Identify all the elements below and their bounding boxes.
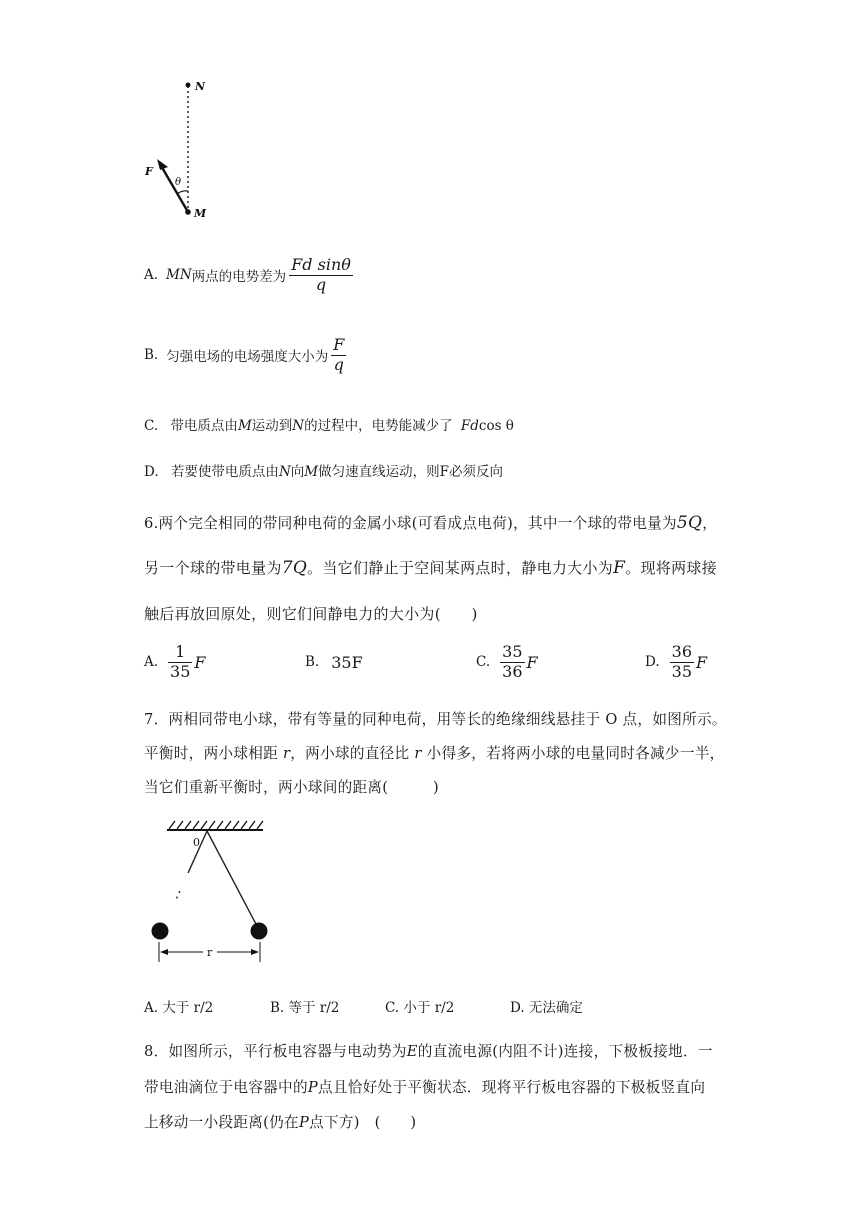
right-ball bbox=[251, 923, 268, 940]
q6-option-c-denominator: 36 bbox=[502, 661, 523, 681]
q6-option-d-numerator: 36 bbox=[671, 642, 692, 662]
right-thread bbox=[207, 831, 257, 926]
q7-option-a: A. 大于 r/2 bbox=[144, 1000, 214, 1016]
label-n: N bbox=[195, 80, 206, 93]
q8-line2-a: 带电油滴位于电容器中的 bbox=[144, 1079, 308, 1096]
pivot-label-o: 0 bbox=[193, 836, 200, 849]
q6-line-1 bbox=[144, 512, 717, 533]
q7-line-1 bbox=[144, 708, 727, 729]
q6-option-a-denominator: 35 bbox=[170, 661, 191, 681]
pendulum-figure bbox=[145, 818, 275, 970]
q5-option-d-text2: 向 bbox=[290, 464, 305, 480]
q5-option-c-n: N bbox=[292, 418, 305, 434]
q5-option-c-text1: 带电质点由 bbox=[170, 418, 238, 434]
q5-option-d-text3: 做匀速直线运动，则F必须反向 bbox=[318, 464, 503, 480]
q5-option-c-cos: cos θ bbox=[478, 418, 514, 434]
q5-option-a-fraction bbox=[289, 256, 353, 294]
q6-line1-text: 6.两个完全相同的带同种电荷的金属小球(可看成点电荷)，其中一个球的带电量为 bbox=[144, 515, 677, 532]
q5-option-a-numerator: Fd sinθ bbox=[291, 255, 351, 275]
q7-line3-text: 当它们重新平衡时，两小球间的距离( ) bbox=[144, 779, 439, 796]
q8-line-1 bbox=[144, 1040, 713, 1061]
q5-option-d-n: N bbox=[278, 464, 291, 480]
q6-line-3 bbox=[144, 603, 478, 624]
q7-option-d: D. 无法确定 bbox=[510, 1000, 583, 1016]
distance-arrow-right bbox=[251, 949, 259, 955]
q7-line-3 bbox=[144, 776, 439, 797]
mn-force-figure bbox=[140, 74, 220, 226]
q5-option-c-prefix: C. bbox=[144, 418, 159, 434]
q5-option-c bbox=[144, 414, 514, 434]
q6-option-a-numerator: 1 bbox=[168, 643, 192, 662]
q8-line-2 bbox=[144, 1076, 705, 1097]
q5-option-b-fraction bbox=[331, 336, 346, 374]
q5-option-c-m: M bbox=[237, 418, 252, 434]
q7-option-c: C. 小于 r/2 bbox=[385, 1000, 455, 1016]
q6-option-b-value: 35F bbox=[331, 652, 363, 672]
q8-line2-b: 点且恰好处于平衡状态．现将平行板电容器的下极板竖直向 bbox=[317, 1079, 706, 1096]
label-m: M bbox=[194, 207, 207, 220]
q6-option-c bbox=[476, 640, 538, 684]
distance-arrow-left bbox=[160, 949, 168, 955]
q8-line2-p: P bbox=[307, 1079, 318, 1096]
point-n bbox=[186, 83, 191, 88]
q7-line2-r: r bbox=[283, 745, 291, 762]
q8-line1-e: E bbox=[406, 1043, 418, 1060]
q7-line1-text: 7．两相同带电小球，带有等量的同种电荷，用等长的绝缘细线悬挂于 O 点，如图所示。 bbox=[144, 711, 727, 728]
q5-option-a-mn: MN bbox=[166, 267, 192, 283]
q6-line2-math: 7Q bbox=[281, 558, 308, 578]
q6-option-d-fraction bbox=[670, 643, 694, 681]
q5-option-b-text: 匀强电场的电场强度大小为 bbox=[166, 349, 329, 365]
q6-option-b bbox=[305, 640, 363, 684]
q5-option-c-fd: Fd bbox=[460, 418, 479, 434]
q8-line1-a: 8．如图所示，平行板电容器与电动势为 bbox=[144, 1043, 407, 1060]
distance-label-r: r bbox=[207, 946, 213, 959]
q5-option-a-text: 两点的电势差为 bbox=[191, 269, 287, 285]
theta-arc bbox=[177, 191, 188, 194]
q6-line2-c: 。现将两球接 bbox=[625, 559, 717, 577]
q5-option-b-denominator: q bbox=[333, 354, 344, 374]
q5-option-c-text3: 的过程中，电势能减少了 bbox=[304, 418, 453, 434]
q8-line1-b: 的直流电源(内阻不计)连接，下极板接地．一 bbox=[417, 1043, 713, 1060]
q6-option-d-prefix: D. bbox=[645, 654, 660, 670]
q6-line3-text: 触后再放回原处，则它们间静电力的大小为( ) bbox=[144, 605, 478, 623]
q5-option-d-m: M bbox=[304, 464, 319, 480]
q5-option-a-prefix: A. bbox=[144, 267, 159, 283]
q7-line2-c: 小得多，若将两小球的电量同时各减少一半， bbox=[426, 745, 725, 762]
left-ball bbox=[152, 923, 169, 940]
ceiling-hatch bbox=[169, 821, 263, 829]
q7-line2-r2: r bbox=[414, 745, 422, 762]
left-thread bbox=[165, 831, 207, 924]
q6-line2-a: 另一个球的带电量为 bbox=[144, 559, 282, 577]
q6-option-a bbox=[144, 640, 206, 684]
q7-line2-b: ，两小球的直径比 bbox=[290, 745, 410, 762]
q7-option-b: B. 等于 r/2 bbox=[270, 1000, 340, 1016]
q5-option-a-denominator: q bbox=[315, 274, 327, 294]
q5-option-b-numerator: F bbox=[333, 335, 345, 355]
q8-line3-a: 上移动一小段距离(仍在 bbox=[144, 1114, 299, 1131]
q6-option-d-suffix: F bbox=[696, 652, 708, 672]
q5-option-c-text2: 运动到 bbox=[251, 418, 293, 434]
q5-option-d bbox=[144, 460, 503, 480]
q6-option-c-fraction bbox=[500, 643, 524, 681]
q6-option-c-suffix: F bbox=[526, 652, 538, 672]
q5-option-b bbox=[144, 332, 346, 378]
q6-line1-math: 5Q bbox=[676, 513, 703, 533]
force-arrow-head bbox=[157, 159, 168, 170]
q6-option-d bbox=[645, 640, 707, 684]
q5-option-d-prefix: D. bbox=[144, 464, 159, 480]
q6-option-a-fraction bbox=[168, 643, 192, 681]
q7-line-2 bbox=[144, 742, 725, 763]
q6-option-a-prefix: A. bbox=[144, 654, 159, 670]
q6-option-b-prefix: B. bbox=[305, 654, 320, 670]
q6-option-c-prefix: C. bbox=[476, 654, 491, 670]
q7-line2-a: 平衡时，两小球相距 bbox=[144, 745, 279, 762]
q8-line-3 bbox=[144, 1111, 416, 1132]
force-arrow-line bbox=[160, 164, 188, 212]
label-theta: θ bbox=[175, 177, 182, 188]
q6-option-d-denominator: 35 bbox=[671, 661, 692, 681]
label-f: F bbox=[145, 165, 153, 178]
q6-line-2 bbox=[144, 557, 717, 578]
q5-option-d-text1: 若要使带电质点由 bbox=[170, 464, 279, 480]
q6-line1-end: ， bbox=[702, 515, 718, 532]
q5-option-b-prefix: B. bbox=[144, 347, 159, 363]
q6-option-a-suffix: F bbox=[194, 652, 206, 672]
q8-line3-p: P bbox=[298, 1114, 310, 1131]
q6-line2-math2: F bbox=[613, 558, 626, 578]
q6-option-c-numerator: 35 bbox=[502, 642, 523, 662]
q8-line3-b: 点下方) ( ) bbox=[309, 1114, 417, 1131]
q5-option-a bbox=[144, 252, 353, 298]
q6-line2-b: 。当它们静止于空间某两点时，静电力大小为 bbox=[307, 559, 614, 577]
